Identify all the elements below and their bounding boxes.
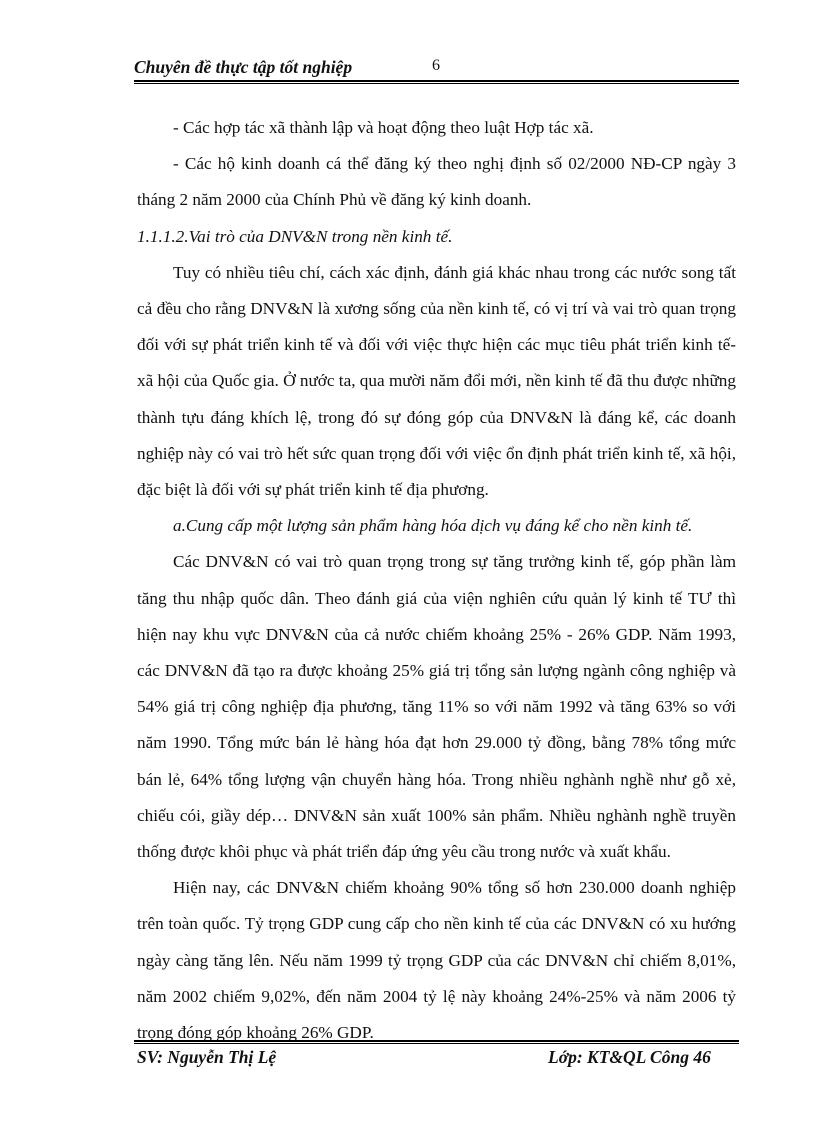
document-body bbox=[137, 110, 736, 1051]
paragraph: Các DNV&N có vai trò quan trọng trong sự tăng trưởng kinh tế, góp phần làm tăng thu nhập quốc dân. Theo đánh giá của viện nghiên cứu quản lý kinh tế TƯ thì hiện nay khu vực DNV&N của cả nước chiếm khoảng 25% - 26% GDP. Năm 1993, các DNV&N đã tạo ra được khoảng 25% giá trị tổng sản lượng ngành công nghiệp và 54% giá trị công nghiệp địa phương, tăng 11% so với năm 1992 và tăng 63% so với năm 1990. Tổng mức bán lẻ hàng hóa đạt hơn 29.000 tỷ đồng, bằng 78% tổng mức bán lẻ, 64% tổng lượng vận chuyển hàng hóa. Trong nhiều nghành nghề như gỗ xẻ, chiếu cói, giầy dép… DNV&N sản xuất 100% sản phẩm. Nhiều nghành nghề truyền thống được khôi phục và phát triển đáp ứng yêu cầu trong nước và xuất khẩu. bbox=[137, 552, 736, 862]
footer-divider bbox=[134, 1040, 739, 1044]
paragraph: Tuy có nhiều tiêu chí, cách xác định, đánh giá khác nhau trong các nước song tất cả đều cho rằng DNV&N là xương sống của nền kinh tế, có vị trí và vai trò quan trọng đối với sự phát triển kinh tế và đối với việc thực hiện các mục tiêu phát triển kinh tế- xã hội của Quốc gia. Ở nước ta, qua mười năm đổi mới, nền kinh tế đã thu được những thành tựu đáng khích lệ, trong đó sự đóng góp của DNV&N là đáng kể, các doanh nghiệp này có vai trò hết sức quan trọng đối với việc ổn định phát triển kinh tế, xã hội, đặc biệt là đối với sự phát triển kinh tế địa phương. bbox=[137, 262, 736, 500]
document-title: Chuyên đề thực tập tốt nghiệp bbox=[134, 57, 353, 77]
bullet-item: - Các hợp tác xã thành lập và hoạt động theo luật Hợp tác xã. bbox=[173, 118, 594, 137]
section-heading: 1.1.1.2.Vai trò của DNV&N trong nền kinh tế. bbox=[137, 226, 453, 246]
sub-heading: a.Cung cấp một lượng sản phẩm hàng hóa dịch vụ đáng kể cho nền kinh tế. bbox=[173, 516, 693, 536]
header-divider bbox=[134, 80, 739, 84]
page-header bbox=[134, 54, 739, 82]
page-number: 6 bbox=[432, 57, 440, 74]
student-name: SV: Nguyễn Thị Lệ bbox=[137, 1047, 277, 1067]
paragraph: Hiện nay, các DNV&N chiếm khoảng 90% tổng số hơn 230.000 doanh nghiệp trên toàn quốc. Tỷ trọng GDP cung cấp cho nền kinh tế của các DNV&N có xu hướng ngày càng tăng lên. Nếu năm 1999 tỷ trọng GDP của các DNV&N chỉ chiếm 8,01%, năm 2002 chiếm 9,02%, đến năm 2004 tỷ lệ này khoảng 24%-25% và năm 2006 tỷ trọng đóng góp khoảng 26% GDP. bbox=[137, 878, 736, 1043]
bullet-item: - Các hộ kinh doanh cá thể đăng ký theo nghị định số 02/2000 NĐ-CP ngày 3 tháng 2 năm 2000 của Chính Phủ về đăng ký kinh doanh. bbox=[137, 154, 736, 210]
class-name: Lớp: KT&QL Công 46 bbox=[548, 1047, 711, 1067]
